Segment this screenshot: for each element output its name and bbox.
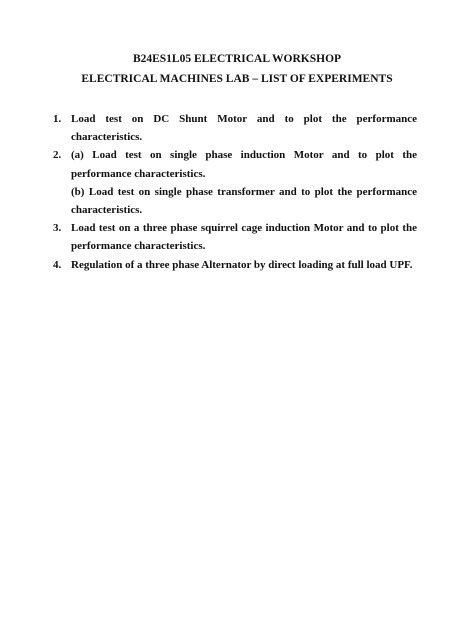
experiment-item-4	[53, 256, 417, 274]
experiment-text: Regulation of a three phase Alternator by direct loading at full load UPF.	[71, 258, 413, 271]
experiment-text-part-b: (b) Load test on single phase transformer and to plot the performance characteristics.	[71, 185, 417, 217]
experiment-number: 3.	[53, 222, 62, 235]
experiment-text-part-a: (a) Load test on single phase induction Motor and to plot the performance characteristics.	[71, 149, 417, 180]
experiment-number: 2.	[53, 149, 62, 162]
experiment-list	[53, 110, 417, 274]
experiment-item-1	[53, 110, 417, 146]
experiment-text: Load test on a three phase squirrel cage induction Motor and to plot the performance characteristics.	[71, 222, 417, 253]
experiment-item-3	[53, 219, 417, 255]
experiment-number: 4.	[53, 258, 62, 271]
experiment-item-2	[53, 146, 417, 219]
document-title: B24ES1L05 ELECTRICAL WORKSHOP	[132, 53, 342, 65]
experiment-text: Load test on DC Shunt Motor and to plot the performance characteristics.	[71, 113, 417, 144]
experiment-number: 1.	[53, 113, 62, 125]
document-subtitle: ELECTRICAL MACHINES LAB – LIST OF EXPERIMENTS	[81, 73, 393, 85]
